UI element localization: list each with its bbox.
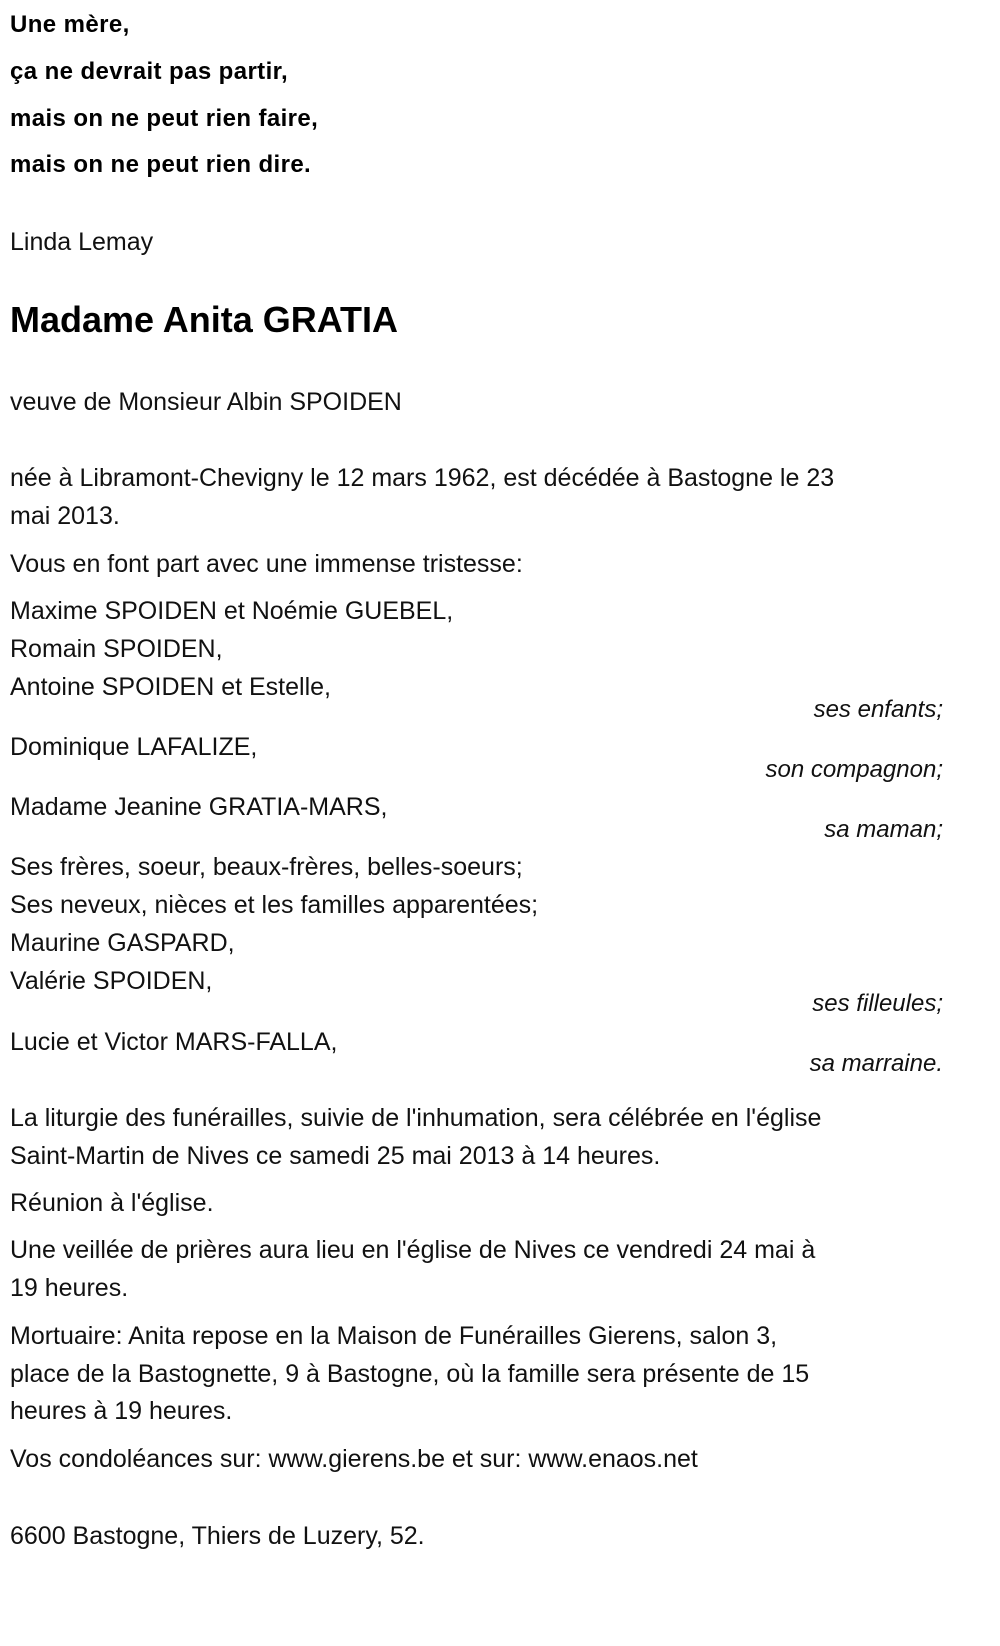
family-member: Antoine SPOIDEN et Estelle, bbox=[10, 673, 331, 701]
relation-label: son compagnon; bbox=[765, 756, 943, 783]
family-member: Maxime SPOIDEN et Noémie GUEBEL, bbox=[10, 597, 454, 625]
announcement-intro: Vous en font part avec une immense tristesse: bbox=[10, 550, 523, 578]
relation-label: sa marraine. bbox=[809, 1050, 943, 1077]
meeting-info: Réunion à l'église. bbox=[10, 1189, 214, 1217]
birth-death-line: mai 2013. bbox=[10, 502, 120, 530]
mortuary-line: Mortuaire: Anita repose en la Maison de Funérailles Gierens, salon 3, bbox=[10, 1322, 778, 1350]
relation-label: ses enfants; bbox=[813, 696, 943, 723]
family-address: 6600 Bastogne, Thiers de Luzery, 52. bbox=[10, 1522, 425, 1550]
family-member: Romain SPOIDEN, bbox=[10, 635, 223, 663]
family-member: Valérie SPOIDEN, bbox=[10, 967, 213, 995]
family-member: Ses frères, soeur, beaux-frères, belles-soeurs; bbox=[10, 853, 523, 881]
mortuary-line: place de la Bastognette, 9 à Bastogne, où la famille sera présente de 15 bbox=[10, 1360, 810, 1388]
quote-line: Une mère, bbox=[10, 11, 130, 38]
widow-of: veuve de Monsieur Albin SPOIDEN bbox=[10, 388, 402, 416]
family-member: Dominique LAFALIZE, bbox=[10, 733, 258, 761]
family-member: Lucie et Victor MARS-FALLA, bbox=[10, 1028, 338, 1056]
mortuary-line: heures à 19 heures. bbox=[10, 1397, 233, 1425]
family-member: Maurine GASPARD, bbox=[10, 929, 235, 957]
vigil-line: 19 heures. bbox=[10, 1274, 129, 1302]
relation-label: ses filleules; bbox=[812, 990, 943, 1017]
liturgy-line: La liturgie des funérailles, suivie de l'inhumation, sera célébrée en l'église bbox=[10, 1104, 822, 1132]
liturgy-line: Saint-Martin de Nives ce samedi 25 mai 2013 à 14 heures. bbox=[10, 1142, 661, 1170]
deceased-name: Madame Anita GRATIA bbox=[10, 299, 399, 340]
birth-death-line: née à Libramont-Chevigny le 12 mars 1962, est décédée à Bastogne le 23 bbox=[10, 464, 835, 492]
relation-label: sa maman; bbox=[824, 816, 943, 843]
vigil-line: Une veillée de prières aura lieu en l'église de Nives ce vendredi 24 mai à bbox=[10, 1236, 816, 1264]
condolences-info: Vos condoléances sur: www.gierens.be et sur: www.enaos.net bbox=[10, 1445, 698, 1473]
family-member: Madame Jeanine GRATIA-MARS, bbox=[10, 793, 388, 821]
quote-author: Linda Lemay bbox=[10, 228, 154, 256]
quote-line: mais on ne peut rien faire, bbox=[10, 105, 319, 132]
family-member: Ses neveux, nièces et les familles apparentées; bbox=[10, 891, 539, 919]
quote-line: mais on ne peut rien dire. bbox=[10, 151, 312, 178]
quote-line: ça ne devrait pas partir, bbox=[10, 58, 289, 85]
